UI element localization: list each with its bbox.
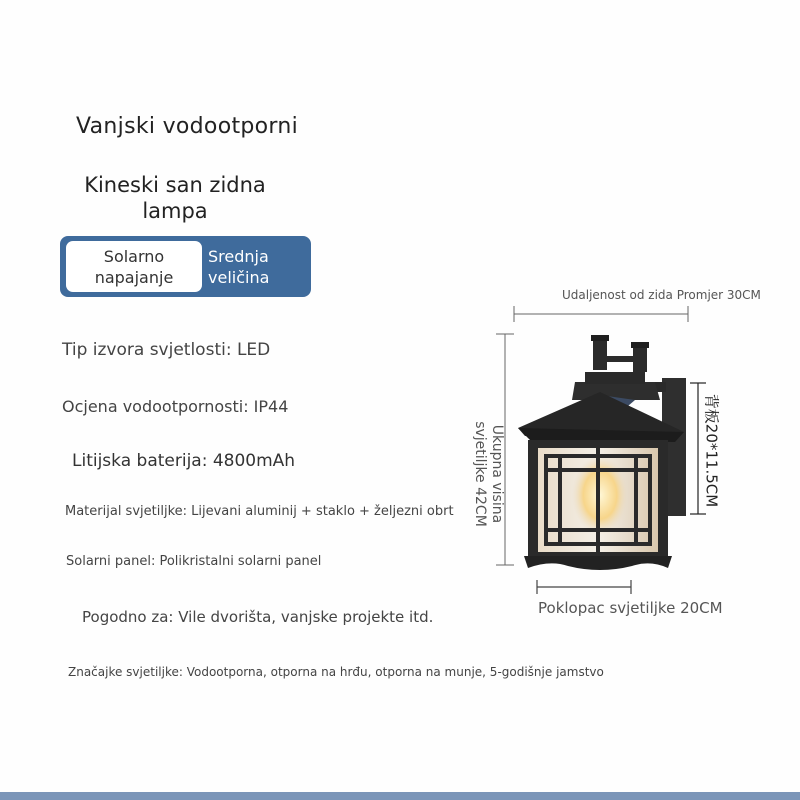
spec-material: Materijal svjetiljke: Lijevani aluminij + staklo + željezni obrt <box>65 504 454 519</box>
spec-waterproof: Ocjena vodootpornosti: IP44 <box>62 397 289 416</box>
product-title-line1: Vanjski vodootporni <box>76 114 299 139</box>
dim-wall-distance-label: Udaljenost od zida Promjer 30CM <box>562 288 761 302</box>
dim-total-height-label: Ukupna visina svjetiljke 42CM <box>472 421 505 527</box>
dim-backplate-line <box>690 383 706 514</box>
dim-height-line <box>496 334 514 565</box>
badge-solar-label: Solarno napajanje <box>66 241 202 292</box>
spec-battery: Litijska baterija: 4800mAh <box>72 451 296 471</box>
spec-suitable: Pogodno za: Vile dvorišta, vanjske projekte itd. <box>82 608 434 626</box>
bottom-bar <box>0 792 800 800</box>
dim-backplate-label: 背板20*11.5CM <box>702 393 721 508</box>
lamp-illustration <box>490 300 730 600</box>
feature-badge <box>60 236 311 297</box>
badge-size-label: Srednja veličina <box>208 246 270 287</box>
dim-cover-label: Poklopac svjetiljke 20CM <box>538 599 723 617</box>
spec-solar-panel: Solarni panel: Polikristalni solarni panel <box>66 554 322 569</box>
dim-cover-line <box>537 580 631 594</box>
product-title-line2: Kineski san zidna lampa <box>84 173 266 223</box>
spec-features: Značajke svjetiljke: Vodootporna, otporna na hrđu, otporna na munje, 5-godišnje jamstvo <box>68 665 604 679</box>
dim-wall-distance-line <box>514 306 688 322</box>
spec-light-source: Tip izvora svjetlosti: LED <box>62 340 271 360</box>
